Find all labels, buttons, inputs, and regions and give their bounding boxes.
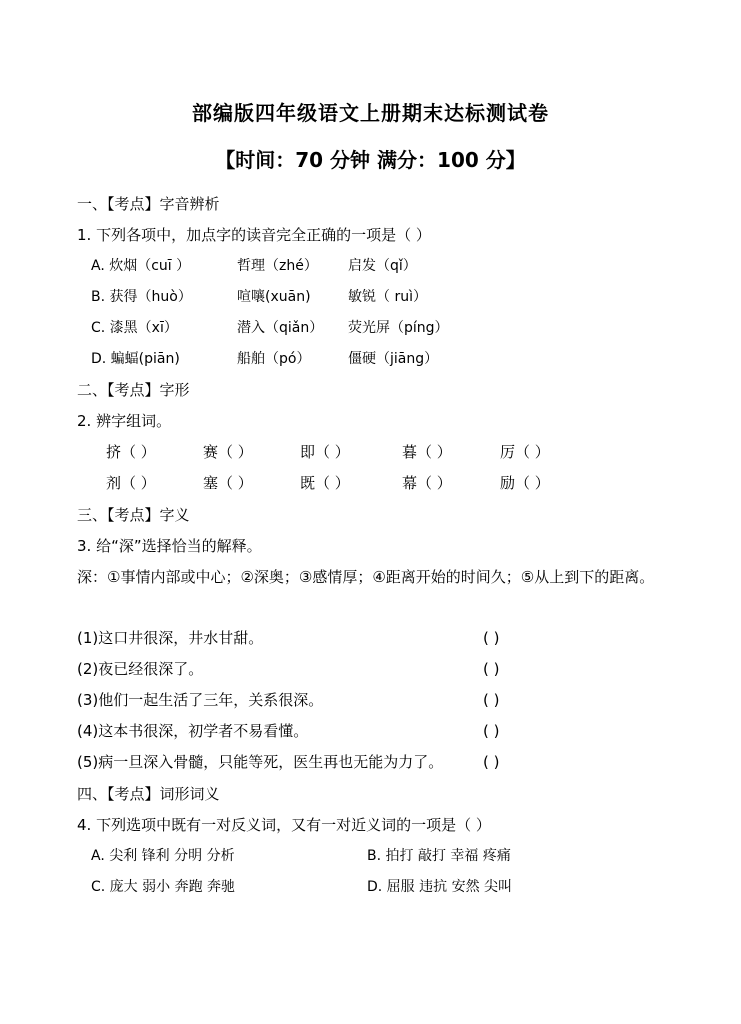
q1-option-b: B. 获得（huò） [91, 289, 192, 305]
section-heading-1: 一、【考点】字音辨析 [77, 195, 220, 213]
q2-blank-3: 即（ ） [300, 443, 350, 461]
q3-answer-5: ( ) [483, 753, 500, 771]
q4-option-a: A. 尖利 锋利 分明 分析 [91, 848, 235, 864]
q3-answer-2: ( ) [483, 660, 500, 678]
q4-option-b: B. 拍打 敲打 幸福 疼痛 [367, 848, 511, 864]
q2-blank-7: 塞（ ） [203, 474, 253, 492]
section-heading-4: 四、【考点】词形词义 [77, 785, 220, 803]
question-4-stem: 4. 下列选项中既有一对反义词，又有一对近义词的一项是（ ） [77, 816, 491, 834]
exam-time-score: 【时间：70 分钟 满分：100 分】 [215, 148, 526, 172]
q3-answer-1: ( ) [483, 629, 500, 647]
q2-blank-10: 励（ ） [500, 474, 550, 492]
q1-option-a-word2: 哲理（zhé） [237, 258, 318, 274]
page-title: 部编版四年级语文上册期末达标测试卷 [192, 101, 549, 125]
q2-blank-2: 赛（ ） [203, 443, 253, 461]
q4-option-c: C. 庞大 弱小 奔跑 奔驰 [91, 879, 236, 895]
q2-blank-1: 挤（ ） [106, 443, 156, 461]
q1-option-d-word3: 僵硬（jiāng） [348, 351, 439, 367]
q3-answer-4: ( ) [483, 722, 500, 740]
q3-answer-3: ( ) [483, 691, 500, 709]
q1-option-c: C. 漆黑（xī） [91, 320, 178, 336]
q1-option-b-word2: 喧嚷(xuān) [237, 289, 311, 305]
q2-blank-9: 幕（ ） [402, 474, 452, 492]
q1-option-c-word2: 潜入（qiǎn） [237, 320, 324, 336]
q1-option-b-word3: 敏锐（ ruì） [348, 289, 427, 305]
q2-blank-6: 剂（ ） [106, 474, 156, 492]
section-heading-3: 三、【考点】字义 [77, 506, 190, 524]
q3-item-1: (1)这口井很深，井水甘甜。 [77, 629, 264, 647]
q1-option-c-word3: 荧光屏（píng） [348, 320, 449, 336]
question-1-stem: 1. 下列各项中，加点字的读音完全正确的一项是（ ） [77, 226, 431, 244]
q1-option-d: D. 蝙蝠(piān) [91, 351, 180, 367]
q2-blank-4: 暮（ ） [402, 443, 452, 461]
q2-blank-8: 既（ ） [300, 474, 350, 492]
q3-item-4: (4)这本书很深，初学者不易看懂。 [77, 722, 309, 740]
q2-blank-5: 厉（ ） [500, 443, 550, 461]
q1-option-a-word3: 启发（qǐ） [348, 258, 417, 274]
section-heading-2: 二、【考点】字形 [77, 381, 190, 399]
question-3-stem: 3. 给“深”选择恰当的解释。 [77, 537, 262, 555]
q1-option-d-word2: 船舶（pó） [237, 351, 311, 367]
q1-option-a: A. 炊烟（cuī ） [91, 258, 191, 274]
q3-definition: 深：①事情内部或中心；②深奥；③感情厚；④距离开始的时间久；⑤从上到下的距离。 [77, 568, 655, 586]
q4-option-d: D. 屈服 违抗 安然 尖叫 [367, 879, 513, 895]
q3-item-2: (2)夜已经很深了。 [77, 660, 204, 678]
question-2-stem: 2. 辨字组词。 [77, 412, 172, 430]
q3-item-5: (5)病一旦深入骨髓，只能等死，医生再也无能为力了。 [77, 753, 444, 771]
q3-item-3: (3)他们一起生活了三年，关系很深。 [77, 691, 324, 709]
